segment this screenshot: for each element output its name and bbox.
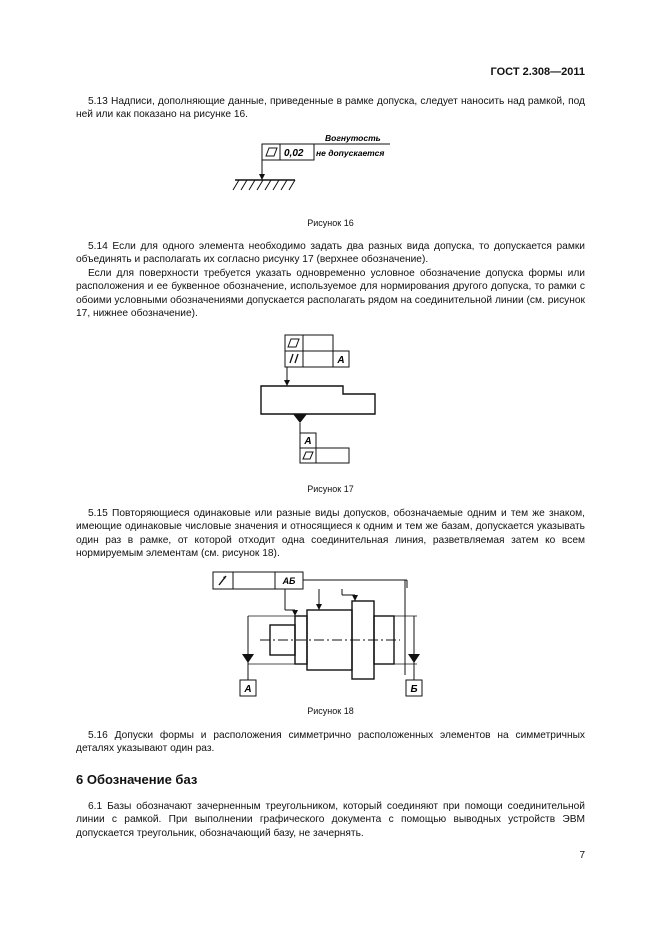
figure-18-caption: Рисунок 18: [307, 706, 354, 716]
page-number: 7: [579, 850, 585, 861]
note-line-1: Вогнутость: [325, 133, 381, 143]
document-header: ГОСТ 2.308—2011: [490, 66, 585, 78]
parallelism-icon: [290, 354, 293, 363]
flatness-icon: [303, 452, 313, 459]
datum-letter: А: [337, 355, 345, 366]
tolerance-value: 0,02: [284, 148, 304, 159]
figure-16-caption: Рисунок 16: [307, 218, 354, 228]
datum-a-letter: А: [244, 684, 252, 695]
datum-letters: АБ: [282, 576, 296, 586]
figure-16: [225, 130, 425, 205]
flatness-icon: [288, 339, 299, 347]
paragraph-5-15: 5.15 Повторяющиеся одинаковые или разные виды допусков, обозначаемые одним и тем же знаком, имеющие одинаковые числовые значения и относящиеся к одним и тем же базам, допускается указывать один раз в рамке, от которой отходит одна соединительная линия, разветвляемая затем ко всем нормируемым элементам (см. рисунок 18).: [76, 508, 585, 560]
datum-triangle: [293, 414, 307, 423]
paragraph-5-16: 5.16 Допуски формы и расположения симметрично расположенных элементов на симметричных деталях указывают один раз.: [76, 730, 585, 755]
section-heading: 6 Обозначение баз: [76, 772, 198, 787]
paragraph-5-14-continued: Если для поверхности требуется указать одновременно условное обозначение допуска формы или расположения и ее буквенное обозначение, используемое для нормирования другого допуска, то рамки с обоими условными обозначениями допускается располагать рядом на соединительной линии (см. рисунок 17, нижнее обозначение).: [76, 268, 585, 320]
datum-b-letter: Б: [410, 684, 418, 695]
paragraph-5-13: 5.13 Надписи, дополняющие данные, приведенные в рамке допуска, следует наносить над рамкой, под ней или как показано на рисунке 16.: [76, 96, 585, 121]
figure-17: [255, 332, 385, 472]
part-outline: [261, 386, 375, 414]
note-line-2: не допускается: [316, 148, 385, 158]
paragraph-5-14: 5.14 Если для одного элемента необходимо задать два разных вида допуска, то допускается рамки объединять и располагать их согласно рисунку 17 (верхнее обозначение).: [76, 241, 585, 266]
datum-letter-lower: А: [304, 436, 312, 447]
figure-17-caption: Рисунок 17: [307, 484, 354, 494]
figure-18: [205, 570, 445, 702]
flatness-icon: [266, 148, 277, 156]
paragraph-6-1: 6.1 Базы обозначают зачерненным треугольником, который соединяют при помощи соединительной линии с рамкой. При выполнении графического документа с помощью выводных устройств ЭВМ допускается треугольник, обозначающий базу, не зачернять.: [76, 801, 585, 839]
